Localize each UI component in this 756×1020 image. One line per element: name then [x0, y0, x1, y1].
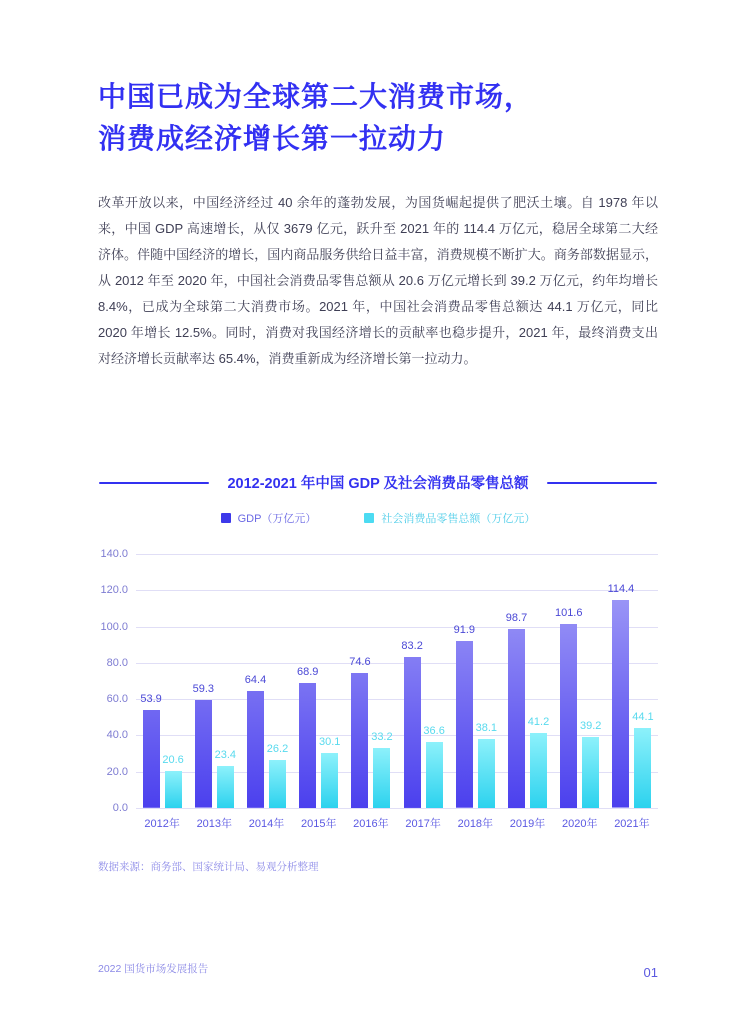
gdp-value-label: 101.6	[554, 606, 583, 619]
retail-bar	[269, 760, 286, 808]
bar-group	[554, 554, 606, 808]
chart-y-axis	[98, 548, 128, 814]
page-title-line2: 消费成经济增长第一拉动力	[98, 123, 447, 154]
retail-bar-column	[527, 554, 550, 808]
x-tick-label: 2013年	[196, 818, 233, 830]
x-tick-label: 2020年	[561, 818, 598, 830]
y-tick-label: 140.0	[100, 548, 128, 560]
gdp-bar	[143, 710, 160, 808]
retail-value-label: 36.6	[423, 724, 445, 737]
retail-value-label: 39.2	[580, 719, 602, 732]
x-tick-label: 2018年	[457, 818, 494, 830]
chart-title-rule-right	[547, 482, 657, 484]
retail-bar-column	[214, 554, 237, 808]
footer-report-name: 2022 国货市场发展报告	[98, 963, 209, 975]
retail-bar-column	[318, 554, 341, 808]
retail-value-label: 44.1	[632, 711, 654, 723]
gdp-bar	[508, 629, 525, 808]
x-tick-label: 2016年	[353, 818, 389, 830]
y-tick-label: 120.0	[100, 584, 128, 597]
bar-group	[136, 554, 188, 808]
gdp-bar	[456, 641, 473, 808]
gdp-value-label: 74.6	[349, 655, 371, 668]
gdp-bar-column	[349, 554, 371, 808]
x-tick-label: 2012年	[144, 818, 180, 830]
gdp-bar	[247, 691, 264, 808]
gdp-bar	[612, 600, 629, 808]
gdp-bar-column	[296, 554, 319, 808]
gdp-legend-swatch-icon	[221, 513, 231, 523]
gdp-bar-column	[401, 554, 423, 808]
retail-bar	[634, 728, 651, 808]
retail-bar-column	[632, 554, 654, 808]
retail-bar	[426, 742, 443, 808]
data-source-note: 数据来源：商务部、国家统计局、易观分析整理	[98, 861, 319, 873]
retail-bar-column	[266, 554, 289, 808]
gdp-value-label: 68.9	[296, 666, 319, 678]
gdp-bar	[351, 673, 368, 808]
retail-value-label: 23.4	[214, 748, 237, 761]
chart-plot	[136, 554, 658, 808]
y-tick-label: 20.0	[106, 765, 128, 778]
retail-bar	[530, 733, 547, 808]
gdp-bar-column	[554, 554, 583, 808]
gdp-bar-column	[244, 554, 267, 808]
bar-chart	[98, 548, 658, 831]
gdp-value-label: 53.9	[140, 693, 162, 706]
gdp-bar	[299, 683, 316, 808]
retail-bar	[321, 753, 338, 808]
retail-legend-label: 社会消费品零售总额（万亿元）	[381, 513, 536, 525]
bar-group	[293, 554, 345, 808]
gdp-bar-column	[453, 554, 476, 808]
retail-bar	[373, 748, 390, 808]
retail-bar-column	[423, 554, 445, 808]
retail-bar	[582, 737, 599, 808]
chart-title-rule-left	[99, 482, 209, 484]
retail-value-label: 26.2	[266, 743, 289, 756]
y-tick-label: 100.0	[100, 620, 128, 633]
x-tick-label: 2019年	[509, 818, 546, 830]
retail-bar	[165, 771, 182, 808]
retail-bar-column	[162, 554, 184, 808]
gdp-value-label: 114.4	[607, 583, 635, 596]
gdp-bar-column	[505, 554, 528, 808]
y-tick-label: 40.0	[106, 729, 128, 742]
retail-value-label: 30.1	[318, 736, 341, 749]
bar-group	[188, 554, 240, 808]
page-title-line1: 中国已成为全球第二大消费市场，	[98, 81, 534, 112]
retail-bar-column	[580, 554, 602, 808]
bar-group	[345, 554, 397, 808]
gridline	[136, 808, 658, 809]
gdp-bar-column	[140, 554, 162, 808]
retail-value-label: 41.2	[527, 716, 550, 729]
gdp-value-label: 59.3	[192, 683, 215, 696]
x-tick-label: 2014年	[248, 818, 285, 830]
footer-page-number: 01	[643, 965, 658, 980]
gdp-value-label: 91.9	[453, 624, 476, 637]
retail-value-label: 33.2	[371, 730, 393, 743]
gdp-legend-label: GDP（万亿元）	[237, 513, 317, 525]
x-tick-label: 2017年	[405, 818, 441, 830]
body-paragraph: 改革开放以来，中国经济经过 40 余年的蓬勃发展，为国货崛起提供了肥沃土壤。自 1978 年以来，中国 GDP 高速增长，从仅 3679 亿元，跃升至 2021 年的 114.4 万亿元，稳居全球第二大经济体。伴随中国经济的增长，国内商品服务供给日益丰富，消费规模不断扩大。商务部数据显示，从 2012 年至 2020 年，中国社会消费品零售总额从 20.6 万亿元增长到 39.2 万亿元，约年均增长 8.4%，已成为全球第二大消费市场。2021 年，中国社会消费品零售总额达 44.1 万亿元，同比 2020 年增长 12.5%。同时，消费对我国经济增长的贡献率也稳步提升，2021 年，最终消费支出对经济增长贡献率达 65.4%，消费重新成为经济增长第一拉动力。	[98, 195, 658, 366]
bar-group	[501, 554, 553, 808]
gdp-value-label: 83.2	[401, 640, 423, 653]
gdp-value-label: 98.7	[505, 611, 528, 624]
gdp-bar-column	[192, 554, 215, 808]
y-tick-label: 60.0	[106, 693, 128, 706]
retail-bar-column	[475, 554, 498, 808]
retail-legend-swatch-icon	[364, 513, 374, 523]
bar-group	[397, 554, 449, 808]
y-tick-label: 0.0	[112, 802, 128, 814]
x-tick-label: 2015年	[300, 818, 337, 830]
legend-item-retail	[364, 510, 535, 526]
bar-group	[240, 554, 292, 808]
gdp-bar-column	[607, 554, 635, 808]
gdp-bar	[195, 700, 212, 808]
chart-body	[98, 548, 658, 814]
retail-bar	[217, 766, 234, 808]
gdp-bar	[560, 624, 577, 808]
chart-bars	[136, 554, 658, 808]
retail-bar	[478, 739, 495, 808]
retail-value-label: 38.1	[475, 721, 498, 734]
retail-bar-column	[371, 554, 393, 808]
chart-title: 2012-2021 年中国 GDP 及社会消费品零售总额	[227, 476, 529, 492]
gdp-bar	[404, 657, 421, 808]
retail-value-label: 20.6	[162, 753, 184, 766]
gdp-value-label: 64.4	[244, 674, 267, 687]
y-tick-label: 80.0	[106, 656, 128, 669]
page-title	[98, 76, 658, 160]
chart-legend	[98, 510, 658, 526]
chart-x-axis	[136, 815, 658, 831]
chart-header	[98, 472, 658, 493]
bar-group	[606, 554, 658, 808]
legend-item-gdp	[221, 510, 317, 526]
x-tick-label: 2021年	[614, 818, 650, 830]
bar-group	[449, 554, 501, 808]
